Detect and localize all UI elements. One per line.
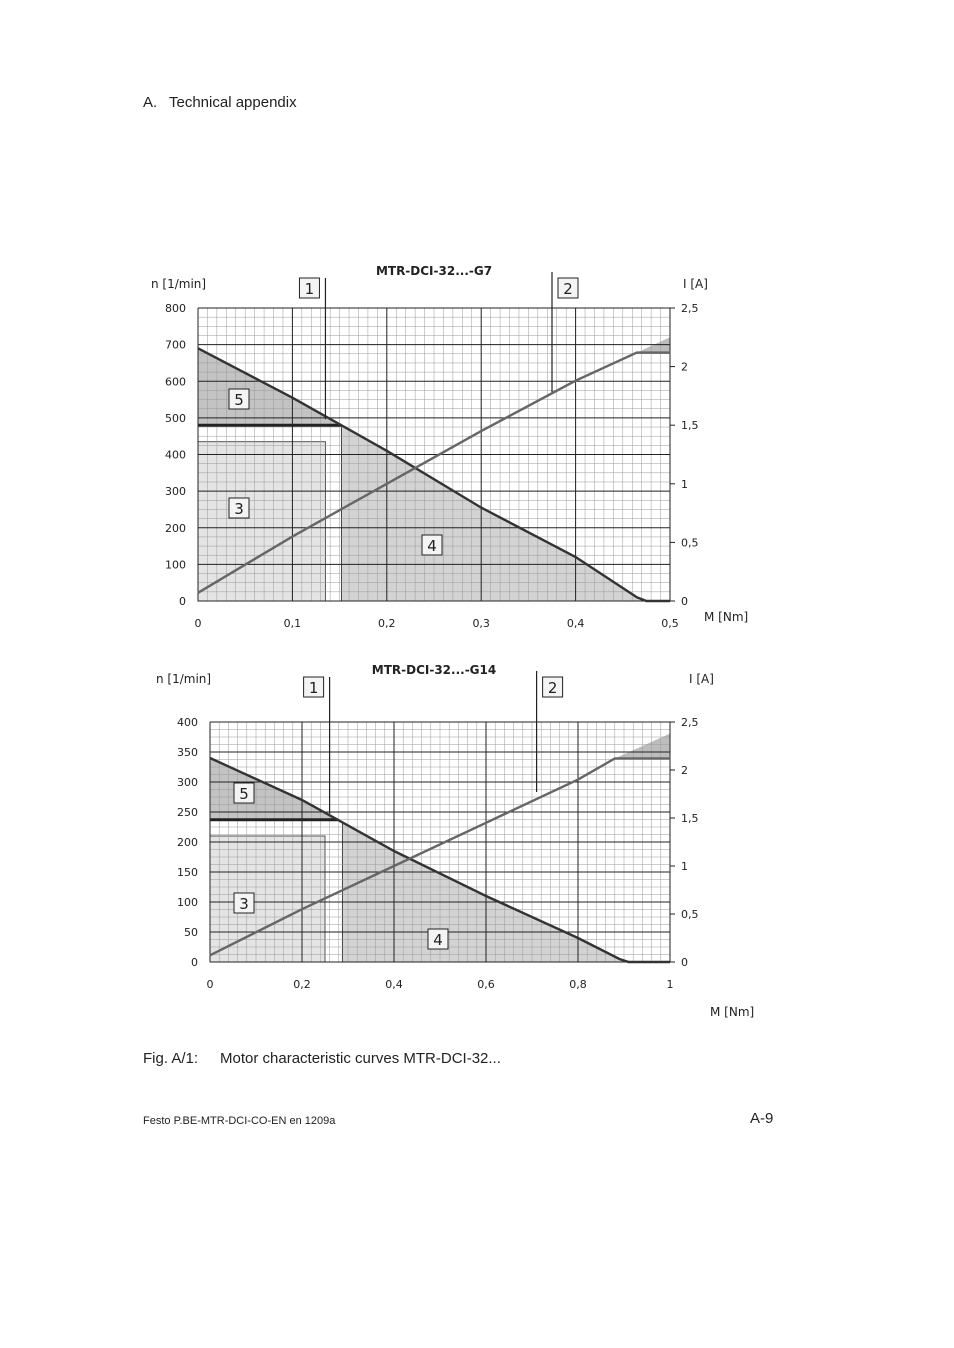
y-left-tick-label: 0 (191, 956, 198, 969)
chart-g14 (0, 650, 954, 1035)
y-left-tick-label: 150 (177, 866, 198, 879)
y-right-tick-label: 1 (681, 477, 688, 491)
figure-caption (143, 1050, 501, 1067)
y-left-tick-label: 100 (165, 558, 186, 572)
y-left-tick-label: 400 (177, 716, 198, 729)
y-left-tick-label: 200 (177, 836, 198, 849)
chart-g7 (0, 250, 954, 640)
footer-page-number: A-9 (750, 1110, 774, 1127)
marker-label: 1 (304, 280, 315, 298)
y-left-tick-label: 0 (179, 595, 186, 608)
marker-label: 5 (234, 391, 244, 409)
x-tick-label: 1 (666, 978, 674, 991)
x-tick-label: 0,5 (661, 617, 679, 630)
y-left-tick-label: 300 (177, 776, 198, 789)
y-left-tick-label: 250 (177, 806, 198, 819)
y-right-tick-label: 0 (681, 595, 688, 608)
y-left-tick-label: 50 (184, 926, 198, 939)
y-right-tick-label: 2 (681, 360, 688, 374)
x-tick-label: 0,6 (477, 978, 495, 991)
chart-title: MTR-DCI-32...-G14 (371, 663, 497, 677)
marker-label: 5 (239, 785, 249, 803)
y-right-tick-label: 0,5 (681, 536, 699, 550)
marker-label: 2 (563, 280, 573, 298)
footer-doc-id: Festo P.BE-MTR-DCI-CO-EN en 1209a (143, 1115, 336, 1127)
x-tick-label: 0,1 (283, 617, 302, 630)
y-right-tick-label: 1 (681, 860, 688, 873)
x-tick-label: 0,3 (472, 617, 490, 630)
marker-label: 4 (427, 537, 437, 555)
region-3-continuous-area (210, 836, 325, 962)
y-left-tick-label: 800 (165, 302, 186, 315)
y-right-tick-label: 0 (681, 956, 688, 969)
section-letter: A. (143, 94, 158, 111)
x-axis-label: M [Nm] (710, 1005, 755, 1019)
y-left-axis-label: n [1/min] (156, 672, 212, 686)
figure-label: Fig. A/1: (143, 1050, 199, 1067)
y-left-tick-label: 200 (165, 521, 186, 535)
marker-label: 4 (433, 931, 443, 949)
y-right-axis-label: I [A] (683, 277, 708, 291)
x-tick-label: 0 (206, 978, 214, 991)
x-tick-label: 0 (194, 617, 202, 630)
section-header (143, 94, 297, 111)
x-tick-label: 0,2 (378, 617, 396, 630)
marker-label: 3 (234, 500, 244, 518)
x-tick-label: 0,4 (385, 978, 403, 991)
y-left-axis-label: n [1/min] (151, 277, 207, 291)
y-right-tick-label: 1,5 (681, 419, 699, 433)
y-right-tick-label: 2 (681, 764, 688, 777)
y-left-tick-label: 600 (165, 375, 186, 389)
x-tick-label: 0,4 (566, 617, 585, 630)
marker-label: 1 (308, 679, 319, 697)
region-4-short-time-area (342, 822, 670, 962)
marker-label: 2 (547, 679, 558, 697)
y-right-tick-label: 2,5 (681, 302, 699, 315)
y-right-axis-label: I [A] (689, 672, 714, 686)
chart-title: MTR-DCI-32...-G7 (375, 264, 493, 278)
y-left-tick-label: 400 (165, 448, 186, 462)
marker-label: 3 (239, 895, 249, 913)
x-axis-label: M [Nm] (704, 610, 749, 624)
figure-text: Motor characteristic curves MTR-DCI-32... (220, 1050, 501, 1067)
y-left-tick-label: 500 (165, 411, 186, 425)
y-right-tick-label: 0,5 (681, 908, 699, 921)
y-left-tick-label: 300 (165, 485, 186, 499)
y-right-tick-label: 2,5 (681, 716, 699, 729)
y-left-tick-label: 700 (165, 338, 186, 352)
region-4-short-time-area (341, 425, 670, 601)
y-left-tick-label: 350 (177, 746, 198, 759)
x-tick-label: 0,8 (569, 978, 587, 991)
y-left-tick-label: 100 (177, 896, 198, 909)
section-title: Technical appendix (169, 94, 297, 111)
x-tick-label: 0,2 (293, 978, 311, 991)
y-right-tick-label: 1,5 (681, 812, 699, 825)
